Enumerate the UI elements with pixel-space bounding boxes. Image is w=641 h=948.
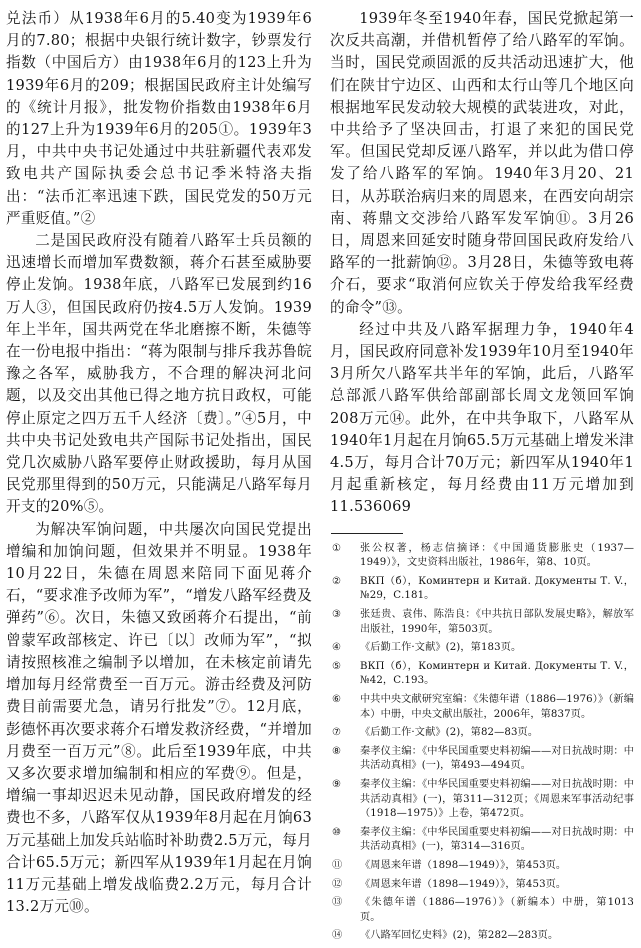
footnote-number: ⑫ xyxy=(332,878,343,890)
footnote-number: ① xyxy=(332,542,342,554)
footnote-text: 《朱德年谱（1886—1976）》（新编本）中册，第1013页。 xyxy=(360,897,634,923)
footnote-text: 《周恩来年谱（1898—1949）》，第453页。 xyxy=(360,859,567,871)
footnote-text: ВКП（б），Коминтерн и Китай. Документы Т. V.，№29，С.181。 xyxy=(360,575,634,602)
footnote-text: 《后勤工作·文献》(2)，第183页。 xyxy=(360,642,522,654)
footnote-item xyxy=(330,575,634,604)
footnote-text: 秦孝仪主编：《中华民国重要史料初编——对日抗战时期：中共活动真相》(一)，第493—494页。 xyxy=(360,745,634,772)
right-paragraph: 1939年冬至1940年春，国民党掀起第一次反共高潮，并借机暂停了给八路军的军饷。当时，国民党顽固派的反共活动迅速扩大，他们在陕甘宁边区、山西和太行山等几个地区向根据地军民发动较大规模的武装进攻，对此，中共给予了坚决回击，打退了来犯的国民党军。但国民党却反诬八路军，并以此为借口停发了给八路军的军饷。1940年3月20、21日，从苏联治病归来的周恩来，在西安向胡宗南、蒋鼎文交涉给八路军发军饷⑪。3月26日，周恩来回延安时随身带回国民政府发给八路军的一批薪饷⑫。3月28日，朱德等致电蒋介石，要求“取消何应钦关于停发给我军经费的命令”⑬。 xyxy=(330,10,634,316)
footnote-item xyxy=(330,608,634,637)
footnote-item xyxy=(330,929,634,944)
left-paragraph: 二是国民政府没有随着八路军士兵员额的迅速增长而增加军费数额，蒋介石甚至威胁要停止发饷。1938年底，八路军已发展到约16万人③，但国民政府仍按4.5万人发饷。1939年上半年，国共两党在华北磨擦不断，朱德等在一份电报中指出：“蒋为限制与排斥我苏鲁皖豫之各军，威胁我方，不合理的解决河北问题，以及交出其他已得之地方抗日政权，可能停止原定之四万五千人经济〔费〕。”④5月，中共中央书记处致电共产国际书记处指出，国民党几次威胁八路军要停止财政援助，每月从国民党那里得到的50万元，只能满足八路军每月开支的20%⑤。 xyxy=(6,232,312,516)
footnote-number: ⑧ xyxy=(332,745,342,757)
footnote-text: 中共中央文献研究室编：《朱德年谱（1886—1976）》（新编本）中册，中央文献出版社，2006年，第837页。 xyxy=(360,694,634,720)
footnote-number: ⑤ xyxy=(332,660,342,672)
footnote-item xyxy=(330,859,634,874)
left-column xyxy=(6,8,312,918)
footnote-item xyxy=(330,745,634,774)
footnote-number: ⑥ xyxy=(332,694,342,706)
footnote-text: 《八路军回忆史料》(2)，第282—283页。 xyxy=(360,930,559,942)
footnote-number: ④ xyxy=(332,642,342,654)
footnote-text: 张公权著，杨志信摘译：《中国通货膨胀史（1937—1949）》，文史资料出版社，1986年，第8、10页。 xyxy=(360,542,634,569)
right-body-text xyxy=(330,8,634,519)
footnote-item xyxy=(330,660,634,689)
footnote-number: ⑭ xyxy=(332,930,343,942)
footnote-text: 秦孝仪主编：《中华民国重要史料初编——对日抗战时期：中共活动真相》(一)，第311—312页；《周恩来军事活动纪事（1918—1975）》上卷，第472页。 xyxy=(360,778,634,820)
footnote-item xyxy=(330,826,634,855)
footnote-text: 《周恩来年谱（1898—1949）》，第453页。 xyxy=(360,878,567,890)
footnote-number: ⑬ xyxy=(332,897,343,909)
right-paragraph: 经过中共及八路军据理力争，1940年4月，国民政府同意补发1939年10月至1940年3月所欠八路军共半年的军饷，此后，八路军总部派八路军供给部副部长周文龙领回军饷208万元⑭。此外，在中共争取下，八路军从1940年1月起在月饷65.5万元基础上增发米津4.5万，每月合计70万元；新四军从1940年1月起重新核定，每月经费由11万元增加到11.536069 xyxy=(330,320,634,516)
left-paragraph: 为解决军饷问题，中共屡次向国民党提出增编和加饷问题，但效果并不明显。1938年10月22日，朱德在周恩来陪同下面见蒋介石，“要求准予改师为军”，“增发八路军经费及弹药”⑥。次日，朱德又致函蒋介石提出，“前曾蒙军政部核定、许已〔以〕改师为军”，“拟请按照核准之编制予以增加，在未核定前请先增加每月经常费至一百万元。游击经费及河防费目前需要尤急，请另行批发”⑦。12月底，彭德怀再次要求蒋介石增发救济经费，“并增加月费至一百万元”⑧。此后至1939年底，中共又多次要求增加编制和相应的军费⑨。但是，增编一事却迟迟未见动静，国民政府增发的经费也不多，八路军仅从1939年8月起在月饷63万元基础上加发兵站临时补助费2.5万元，每月合计65.5万元；新四军从1939年1月起在月饷11万元基础上增发战临费2.2万元，每月合计13.2万元⑩。 xyxy=(6,520,312,916)
footnote-number: ⑪ xyxy=(332,859,343,871)
footnote-text: ВКП（б），Коминтерн и Китай. Документы Т. V.，№42，С.193。 xyxy=(360,660,634,687)
footnotes xyxy=(330,542,634,944)
footnote-text: 秦孝仪主编：《中华民国重要史料初编——对日抗战时期：中共活动真相》(一)，第314—316页。 xyxy=(360,826,634,853)
footnote-number: ② xyxy=(332,575,342,587)
footnote-item xyxy=(330,726,634,741)
footnote-item xyxy=(330,542,634,571)
left-paragraph: 兑法币）从1938年6月的5.40变为1939年6月的7.80；根据中央银行统计数字，钞票发行指数（中国后方）由1938年6月的123上升为1939年6月的209；根据国民政府主计处编写的《统计月报》，批发物价指数由1938年6月的127上升为1939年6月的205①。1939年3月，中共中央书记处通过中共驻新疆代表邓发致电共产国际执委会总书记季米特洛夫指出：“法币汇率迅速下跌，国民党发的50万元严重贬值。”② xyxy=(6,10,312,227)
footnote-number: ③ xyxy=(332,609,342,621)
footnote-number: ⑨ xyxy=(332,778,342,790)
footnote-text: 张廷贵、袁伟、陈浩良：《中共抗日部队发展史略》，解放军出版社，1990年，第503页。 xyxy=(360,609,634,635)
footnote-item xyxy=(330,878,634,893)
footnote-item xyxy=(330,896,634,925)
footnote-text: 《后勤工作·文献》(2)，第82—83页。 xyxy=(360,727,539,739)
right-column xyxy=(330,8,634,948)
footnote-item xyxy=(330,778,634,822)
footnote-item xyxy=(330,693,634,722)
footnote-divider xyxy=(331,533,403,534)
footnote-number: ⑦ xyxy=(332,727,342,739)
footnote-item xyxy=(330,641,634,656)
footnote-number: ⑩ xyxy=(332,826,342,838)
